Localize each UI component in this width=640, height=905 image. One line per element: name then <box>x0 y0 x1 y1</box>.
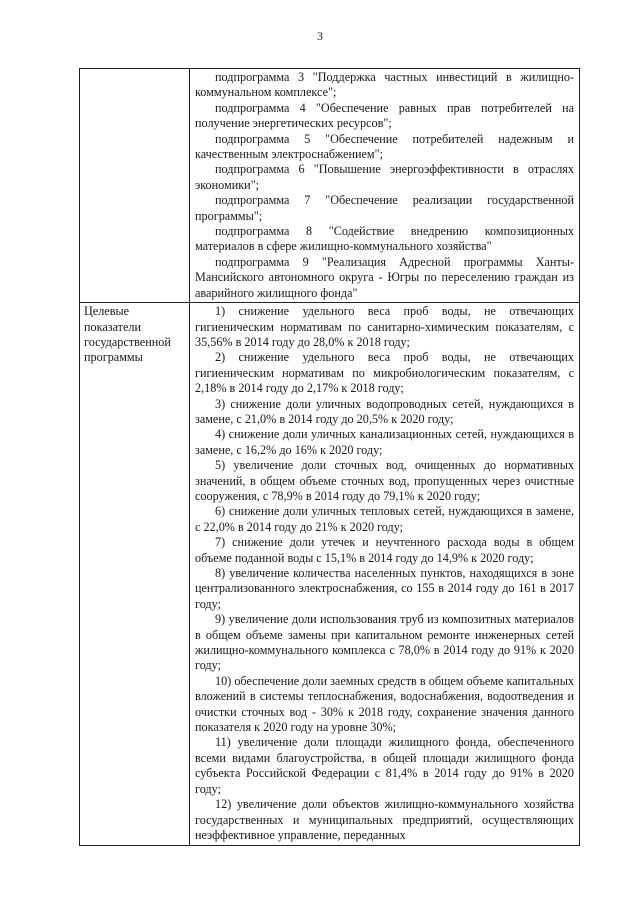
indicator-item: 11) увеличение доли площади жилищного фонда, обеспеченного всеми видами благоустройства, в общей площади жилищного фонда субъекта Российской Федерации с 81,4% в 2014 году до 91% в 2020 году; <box>195 735 574 796</box>
subprogram-item: подпрограмма 8 "Содействие внедрению композиционных материалов в сфере жилищно-коммунального хозяйства" <box>195 224 574 254</box>
indicator-item: 7) снижение доли утечек и неучтенного расхода воды в общем объеме поданной воды с 15,1% в 2014 году до 14,9% к 2020 году; <box>195 535 574 565</box>
subprogram-item: подпрограмма 7 "Обеспечение реализации государственной программы"; <box>195 193 574 223</box>
subprogram-item: подпрограмма 3 "Поддержка частных инвестиций в жилищно-коммунальном комплексе"; <box>195 70 574 100</box>
subprograms-cell <box>190 69 580 303</box>
table-row-target-indicators <box>80 303 580 846</box>
indicator-item: 10) обеспечение доли заемных средств в общем объеме капитальных вложений в системы теплоснабжения, водоснабжения, водоотведения и очистки сточных вод - 30% к 2018 году, сохранение значения данного показателя к 2020 году на уровне 30%; <box>195 673 574 735</box>
subprogram-item: подпрограмма 4 "Обеспечение равных прав потребителей на получение энергетических ресурсов"; <box>195 100 574 131</box>
subprogram-item: подпрограмма 5 "Обеспечение потребителей надежным и качественным электроснабжением"; <box>195 131 574 162</box>
page-number: 3 <box>317 29 323 43</box>
indicator-item: 2) снижение удельного веса проб воды, не отвечающих гигиеническим нормативам по микробиологическим показателям, с 2,18% в 2014 году до 2,17% к 2018 году; <box>195 350 574 396</box>
table-row-subprograms <box>80 69 580 303</box>
subprogram-item: подпрограмма 9 "Реализация Адресной программы Ханты-Мансийского автономного округа - Югры по переселению граждан из аварийного жилищного фонда" <box>195 254 574 300</box>
target-indicators-label: Целевые показатели государственной программы <box>80 303 190 846</box>
program-passport-table <box>79 68 580 846</box>
target-indicators-cell <box>190 303 580 846</box>
indicator-item: 4) снижение доли уличных канализационных сетей, нуждающихся в замене, с 16,2% до 16% к 2020 году; <box>195 427 574 457</box>
indicator-item: 8) увеличение количества населенных пунктов, находящихся в зоне централизованного электроснабжения, со 155 в 2014 году до 161 в 2017 году; <box>195 566 574 611</box>
indicator-item: 5) увеличение доли сточных вод, очищенных до нормативных значений, в общем объеме сточных вод, пропущенных через очистные сооружения, с 78,9% в 2014 году до 79,1% к 2020 году; <box>195 458 574 503</box>
subprogram-item: подпрограмма 6 "Повышение энергоэффективности в отраслях экономики"; <box>195 162 574 192</box>
indicator-item: 6) снижение доли уличных тепловых сетей, нуждающихся в замене, с 22,0% в 2014 году до 21% к 2020 году; <box>195 504 574 534</box>
indicator-item: 3) снижение доли уличных водопроводных сетей, нуждающихся в замене, с 21,0% в 2014 году до 20,5% к 2020 году; <box>195 396 574 426</box>
indicator-item: 1) снижение удельного веса проб воды, не отвечающих гигиеническим нормативам по санитарно-химическим показателям, с 35,56% в 2014 году до 28,0% к 2018 году; <box>195 304 574 349</box>
indicator-item: 12) увеличение доли объектов жилищно-коммунального хозяйства государственных и муниципальных предприятий, осуществляющих неэффективное управление, переданных <box>195 797 574 842</box>
row-label-cell <box>80 69 190 303</box>
indicator-item: 9) увеличение доли использования труб из композитных материалов в общем объеме замены при капитальном ремонте инженерных сетей жилищно-коммунального комплекса с 78,0% в 2014 году до 91% к 2020 году; <box>195 612 574 673</box>
